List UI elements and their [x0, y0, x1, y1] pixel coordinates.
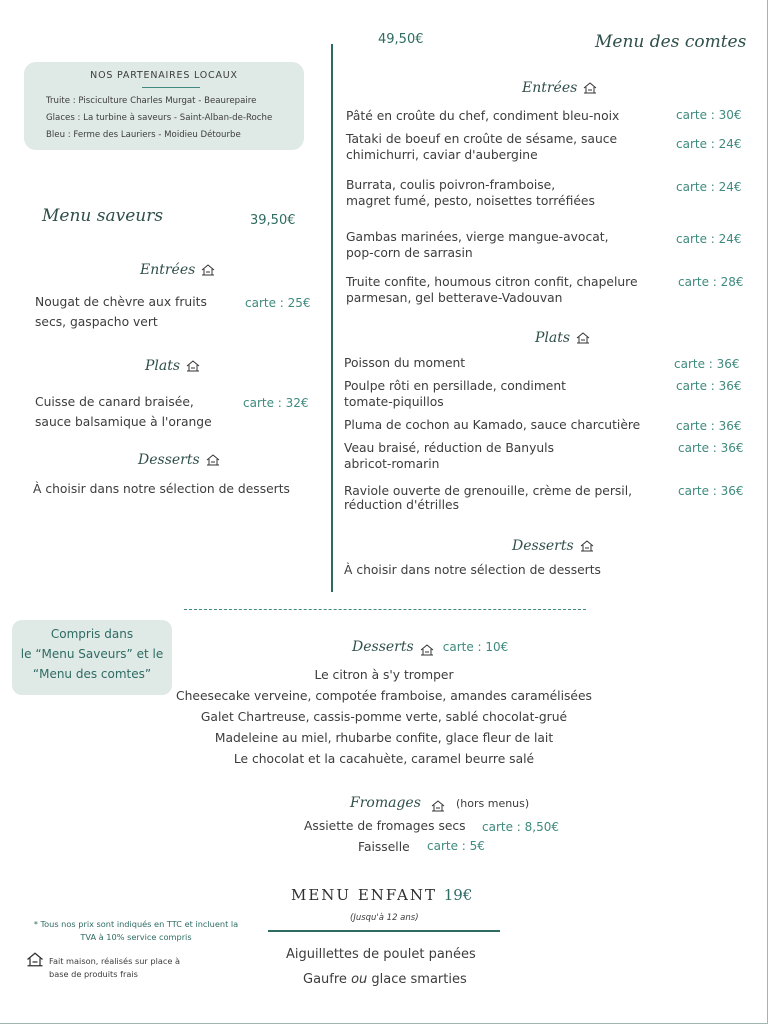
- enfant-item-2: [303, 972, 467, 987]
- comtes-plat-line1: Raviole ouverte de grenouille, crème de persil,: [344, 484, 633, 498]
- menu-saveurs-title: Menu saveurs: [42, 206, 164, 226]
- saveurs-entree-line2: secs, gaspacho vert: [35, 315, 158, 329]
- saveurs-desserts-label: Desserts: [138, 452, 200, 468]
- comtes-plat-line2: tomate-piquillos: [344, 395, 444, 409]
- saveurs-entrees-label: Entrées: [140, 262, 196, 278]
- compris-box: [12, 620, 172, 695]
- menu-enfant-divider: [268, 930, 500, 932]
- saveurs-entree-price: carte : 25€: [245, 296, 311, 310]
- comtes-entrees-heading: [522, 80, 597, 96]
- comtes-plat-price: carte : 36€: [678, 484, 744, 498]
- comtes-entree-price: carte : 24€: [676, 137, 742, 151]
- enfant-item2-or: ou: [351, 972, 368, 987]
- partners-title: NOS PARTENAIRES LOCAUX: [90, 70, 238, 81]
- partners-box: [24, 62, 304, 150]
- comtes-plat-line1: Pluma de cochon au Kamado, sauce charcutière: [344, 418, 641, 432]
- maison-note: [49, 955, 180, 981]
- house-icon: [583, 82, 597, 94]
- fromage-item: Assiette de fromages secs: [304, 819, 466, 833]
- dessert-item: Cheesecake verveine, compotée framboise, amandes caramélisées: [176, 689, 592, 703]
- comtes-plats-heading: [535, 330, 590, 346]
- comtes-entree-line1: Gambas marinées, vierge mangue-avocat,: [346, 230, 609, 244]
- comtes-desserts-heading: [512, 538, 594, 554]
- saveurs-plats-label: Plats: [145, 358, 181, 374]
- menu-comtes-price: 49,50€: [378, 32, 424, 47]
- saveurs-plat-price: carte : 32€: [243, 396, 309, 410]
- dessert-item: Madeleine au miel, rhubarbe confite, glace fleur de lait: [214, 731, 554, 745]
- comtes-dessert-text: À choisir dans notre sélection de desserts: [344, 563, 601, 577]
- compris-line1: Compris dans: [50, 627, 134, 641]
- tax-note-line1: * Tous nos prix sont indiqués en TTC et incluent la: [33, 919, 239, 929]
- partner-line: Truite : Pisciculture Charles Murgat - Beaurepaire: [46, 96, 257, 106]
- house-icon: [420, 641, 434, 653]
- compris-line3: “Menu des comtes”: [32, 667, 152, 681]
- saveurs-plats-heading: [145, 358, 200, 374]
- fromages-note: (hors menus): [455, 797, 530, 810]
- enfant-item: Aiguillettes de poulet panées: [286, 947, 476, 962]
- compris-line2: le “Menu Saveurs” et le: [20, 647, 164, 661]
- saveurs-dessert-text: À choisir dans notre sélection de desserts: [33, 482, 290, 496]
- maison-note-line2: base de produits frais: [49, 969, 138, 979]
- menu-enfant-price: 19€: [443, 886, 473, 904]
- comtes-entrees-label: Entrées: [522, 80, 578, 96]
- comtes-plat-line1: Poulpe rôti en persillade, condiment: [344, 379, 566, 393]
- comtes-plats-label: Plats: [535, 330, 571, 346]
- dessert-item: Le chocolat et la cacahuète, caramel beurre salé: [233, 752, 535, 766]
- desserts-heading: Desserts: [352, 639, 414, 655]
- saveurs-entrees-heading: [140, 262, 215, 278]
- comtes-plat-price: carte : 36€: [674, 357, 740, 371]
- saveurs-plat-line1: Cuisse de canard braisée,: [35, 395, 194, 409]
- comtes-plat-line2: réduction d'étrilles: [344, 498, 460, 512]
- fromage-price: carte : 5€: [427, 839, 485, 853]
- partner-line: Bleu : Ferme des Lauriers - Moidieu Détourbe: [46, 130, 241, 140]
- comtes-entree-line1: Pâté en croûte du chef, condiment bleu-noix: [346, 109, 620, 123]
- dessert-item: Galet Chartreuse, cassis-pomme verte, sablé chocolat-grué: [200, 710, 568, 724]
- comtes-entree-price: carte : 24€: [676, 232, 742, 246]
- house-legend-icon: [26, 952, 44, 971]
- comtes-plat-price: carte : 36€: [678, 441, 744, 455]
- comtes-plat-line1: Poisson du moment: [344, 356, 466, 370]
- comtes-entree-price: carte : 24€: [676, 180, 742, 194]
- enfant-item2-a: Gaufre: [303, 972, 347, 987]
- tax-note: [28, 918, 244, 944]
- comtes-entree-price: carte : 30€: [676, 108, 742, 122]
- menu-enfant-label: MENU ENFANT: [291, 886, 437, 904]
- comtes-entree-line1: Truite confite, houmous citron confit, chapelure: [346, 275, 638, 289]
- comtes-plat-line1: Veau braisé, réduction de Banyuls: [344, 441, 554, 455]
- partners-divider: [142, 87, 200, 88]
- comtes-desserts-label: Desserts: [512, 538, 574, 554]
- comtes-entree-line2: parmesan, gel betterave-Vadouvan: [346, 291, 563, 305]
- comtes-entree-line1: Burrata, coulis poivron-framboise,: [346, 178, 556, 192]
- fromage-item: Faisselle: [358, 840, 410, 854]
- partner-line: Glaces : La turbine à saveurs - Saint-Alban-de-Roche: [46, 113, 273, 123]
- fromage-price: carte : 8,50€: [482, 820, 559, 834]
- section-separator: [184, 609, 586, 610]
- house-icon: [206, 454, 220, 466]
- menu-enfant-age: (Jusqu'à 12 ans): [350, 913, 419, 923]
- house-icon: [580, 540, 594, 552]
- house-icon: [201, 264, 215, 276]
- house-icon: [576, 332, 590, 344]
- saveurs-desserts-heading: [138, 452, 220, 468]
- menu-enfant-title: [291, 886, 472, 904]
- desserts-price: carte : 10€: [442, 640, 509, 654]
- desserts-heading-row: [352, 636, 508, 655]
- saveurs-plat-line2: sauce balsamique à l'orange: [35, 415, 212, 429]
- fromages-heading-row: [350, 792, 529, 811]
- house-icon: [431, 797, 445, 809]
- fromages-heading: Fromages: [350, 795, 421, 811]
- comtes-plat-line2: abricot-romarin: [344, 457, 440, 471]
- tax-note-line2: TVA à 10% service compris: [80, 932, 192, 942]
- house-icon: [186, 360, 200, 372]
- comtes-entree-line2: pop-corn de sarrasin: [346, 246, 473, 260]
- saveurs-entree-line1: Nougat de chèvre aux fruits: [35, 295, 207, 309]
- menu-comtes-title: Menu des comtes: [595, 32, 747, 52]
- comtes-entree-line2: magret fumé, pesto, noisettes torréfiées: [346, 194, 595, 208]
- dessert-item: Le citron à s'y tromper: [314, 668, 454, 682]
- comtes-plat-price: carte : 36€: [676, 419, 742, 433]
- comtes-plat-price: carte : 36€: [676, 379, 742, 393]
- column-divider: [331, 44, 333, 592]
- comtes-entree-line1: Tataki de boeuf en croûte de sésame, sauce: [346, 132, 618, 146]
- maison-note-line1: Fait maison, réalisés sur place à: [49, 956, 181, 966]
- enfant-item2-b: glace smarties: [371, 972, 467, 987]
- comtes-entree-price: carte : 28€: [678, 275, 744, 289]
- comtes-entree-line2: chimichurri, caviar d'aubergine: [346, 148, 538, 162]
- menu-saveurs-price: 39,50€: [250, 213, 296, 228]
